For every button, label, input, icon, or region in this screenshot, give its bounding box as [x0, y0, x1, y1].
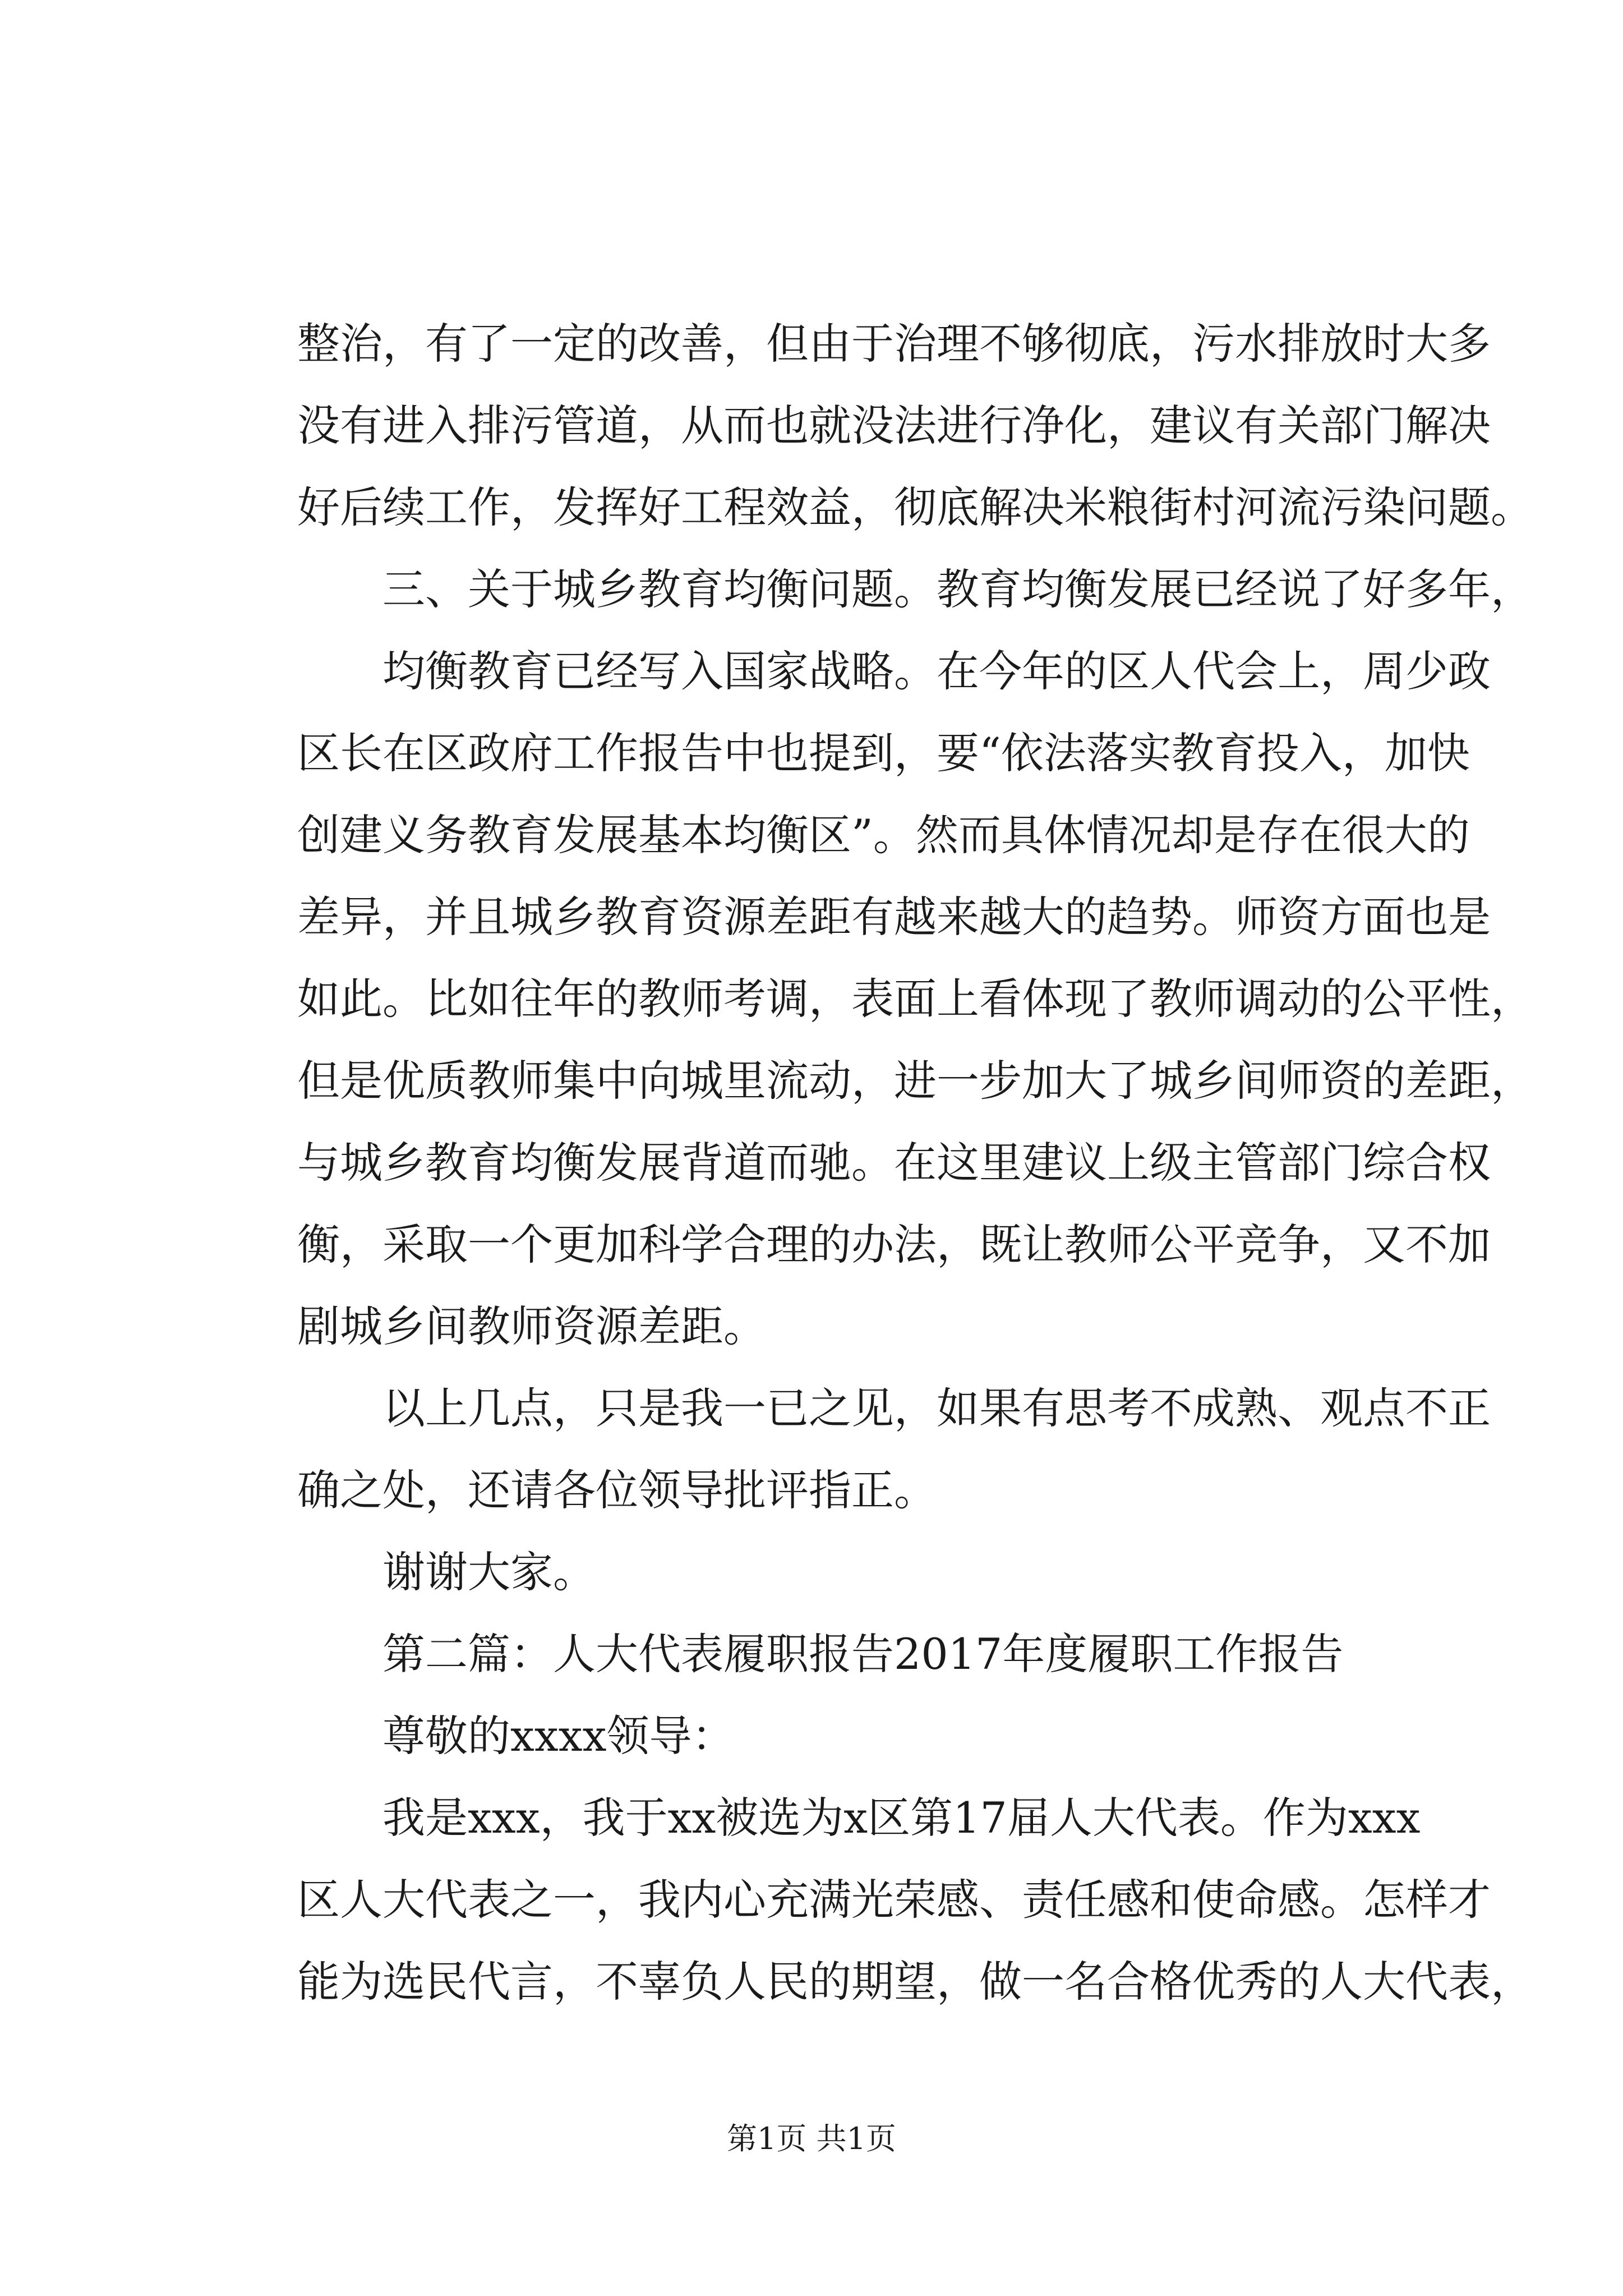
text-line: 但是优质教师集中向城里流动，进一步加大了城乡间师资的差距，: [297, 1056, 1533, 1106]
text-line: 创建义务教育发展基本均衡区”。然而具体情况却是存在很大的: [297, 810, 1470, 860]
section-heading: 第二篇：人大代表履职报告2017年度履职工作报告: [382, 1629, 1344, 1679]
text-line: 区长在区政府工作报告中也提到，要“依法落实教育投入，加快: [297, 728, 1470, 778]
text-line: 如此。比如往年的教师考调，表面上看体现了教师调动的公平性，: [297, 974, 1533, 1024]
text-line: 衡，采取一个更加科学合理的办法，既让教师公平竞争，又不加: [297, 1220, 1491, 1269]
text-line: 均衡教育已经写入国家战略。在今年的区人代会上，周少政: [382, 646, 1491, 696]
text-line: 没有进入排污管道，从而也就没法进行净化，建议有关部门解决: [297, 401, 1491, 450]
text-line: 三、关于城乡教育均衡问题。教育均衡发展已经说了好多年，: [382, 564, 1533, 614]
text-line: 以上几点，只是我一已之见，如果有思考不成熟、观点不正: [382, 1383, 1491, 1433]
salutation: 尊敬的xxxx领导：: [382, 1711, 735, 1761]
text-line: 确之处，还请各位领导批评指正。: [297, 1465, 937, 1515]
text-line: 与城乡教育均衡发展背道而驰。在这里建议上级主管部门综合权: [297, 1138, 1491, 1188]
page-footer: 第1页 共1页: [727, 2121, 896, 2156]
text-line: 区人大代表之一，我内心充满光荣感、责任感和使命感。怎样才: [297, 1875, 1491, 1925]
text-line: 好后续工作，发挥好工程效益，彻底解决米粮街村河流污染问题。: [297, 482, 1533, 532]
text-line: 剧城乡间教师资源差距。: [297, 1301, 766, 1351]
text-line: 能为选民代言，不辜负人民的期望，做一名合格优秀的人大代表，: [297, 1957, 1533, 2007]
text-line: 整治，有了一定的改善，但由于治理不够彻底，污水排放时大多: [297, 319, 1491, 369]
text-line: 谢谢大家。: [382, 1547, 596, 1597]
text-line: 我是xxx，我于xx被选为x区第17届人大代表。作为xxx: [382, 1793, 1421, 1843]
text-line: 差异，并且城乡教育资源差距有越来越大的趋势。师资方面也是: [297, 892, 1491, 942]
document-body: [297, 303, 1533, 2023]
